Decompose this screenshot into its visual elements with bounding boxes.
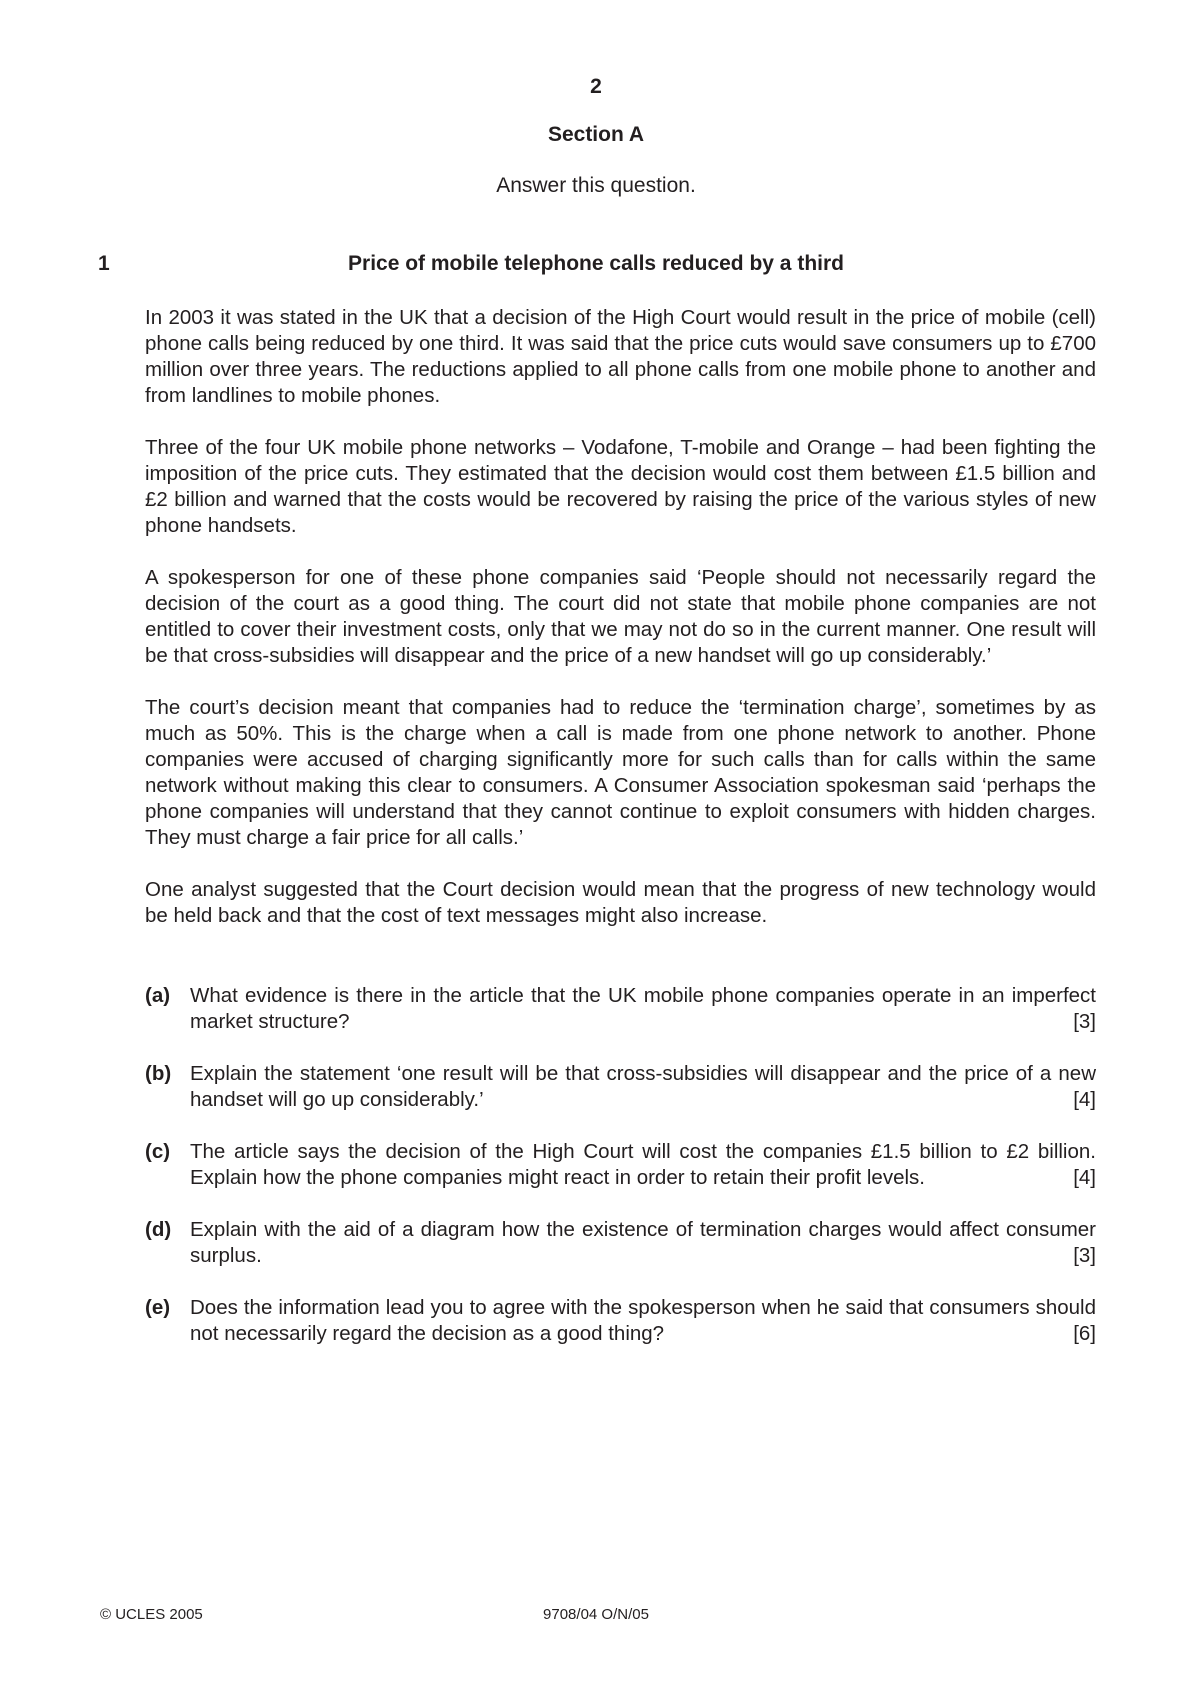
article-paragraph: The court’s decision meant that companies had to reduce the ‘termination charge’, sometimes by as much as 50%. This is the charge when a call is made from one phone network to another. Phone companies were accused of charging significantly more for such calls than for calls within the same network without making this clear to consumers. A Consumer Association spokesman said ‘perhaps the phone companies will understand that they cannot continue to exploit consumers with hidden charges. They must charge a fair price for all calls.’ xyxy=(145,696,1096,849)
subquestion-label: (c) xyxy=(145,1140,171,1163)
marks-label: [3] xyxy=(1073,1010,1096,1033)
article-paragraph: A spokesperson for one of these phone companies said ‘People should not necessarily regard the decision of the court as a good thing. The court did not state that mobile phone companies are not entitled to cover their investment costs, only that we may not do so in the current manner. One result will be that cross-subsidies will disappear and the price of a new handset will go up considerably.’ xyxy=(145,566,1096,667)
subquestion-b xyxy=(145,1061,1096,1113)
page-number: 2 xyxy=(590,75,602,98)
subquestion-text xyxy=(190,1061,1096,1113)
subquestion-body: Explain with the aid of a diagram how the existence of termination charges would affect consumer surplus. xyxy=(190,1218,1096,1267)
subquestion-a xyxy=(145,983,1096,1035)
subquestion-text xyxy=(190,1295,1096,1347)
subquestion-body: Does the information lead you to agree with the spokesperson when he said that consumers should not necessarily regard the decision as a good thing? xyxy=(190,1296,1096,1345)
subquestion-body: The article says the decision of the High Court will cost the companies £1.5 billion to £2 billion. Explain how the phone companies might react in order to retain their profit levels. xyxy=(190,1140,1096,1189)
subquestion-c xyxy=(145,1139,1096,1191)
subquestion-label: (b) xyxy=(145,1062,172,1085)
subquestion-text xyxy=(190,983,1096,1035)
marks-label: [4] xyxy=(1073,1166,1096,1189)
marks-label: [3] xyxy=(1073,1244,1096,1267)
subquestion-body: Explain the statement ‘one result will be that cross-subsidies will disappear and the price of a new handset will go up considerably.’ xyxy=(190,1062,1096,1111)
subquestion-text xyxy=(190,1217,1096,1269)
marks-label: [6] xyxy=(1073,1322,1096,1345)
subquestion-label: (e) xyxy=(145,1296,171,1319)
subquestion-label: (a) xyxy=(145,984,171,1007)
question-number: 1 xyxy=(98,252,110,275)
subquestion-list xyxy=(145,983,1096,1373)
subquestion-label: (d) xyxy=(145,1218,172,1241)
marks-label: [4] xyxy=(1073,1088,1096,1111)
paper-code: 9708/04 O/N/05 xyxy=(543,1606,649,1623)
article-passage xyxy=(145,305,1096,955)
copyright-notice: © UCLES 2005 xyxy=(100,1606,203,1623)
question-title: Price of mobile telephone calls reduced by a third xyxy=(348,252,844,275)
subquestion-e xyxy=(145,1295,1096,1347)
instruction-text: Answer this question. xyxy=(496,174,696,197)
article-paragraph: One analyst suggested that the Court decision would mean that the progress of new technology would be held back and that the cost of text messages might also increase. xyxy=(145,878,1096,927)
article-paragraph: Three of the four UK mobile phone networks – Vodafone, T-mobile and Orange – had been fighting the imposition of the price cuts. They estimated that the decision would cost them between £1.5 billion and £2 billion and warned that the costs would be recovered by raising the price of the various styles of new phone handsets. xyxy=(145,436,1096,537)
subquestion-d xyxy=(145,1217,1096,1269)
subquestion-body: What evidence is there in the article that the UK mobile phone companies operate in an imperfect market structure? xyxy=(190,984,1096,1033)
subquestion-text xyxy=(190,1139,1096,1191)
section-title: Section A xyxy=(547,123,645,146)
article-paragraph: In 2003 it was stated in the UK that a decision of the High Court would result in the price of mobile (cell) phone calls being reduced by one third. It was said that the price cuts would save consumers up to £700 million over three years. The reductions applied to all phone calls from one mobile phone to another and from landlines to mobile phones. xyxy=(145,306,1096,407)
